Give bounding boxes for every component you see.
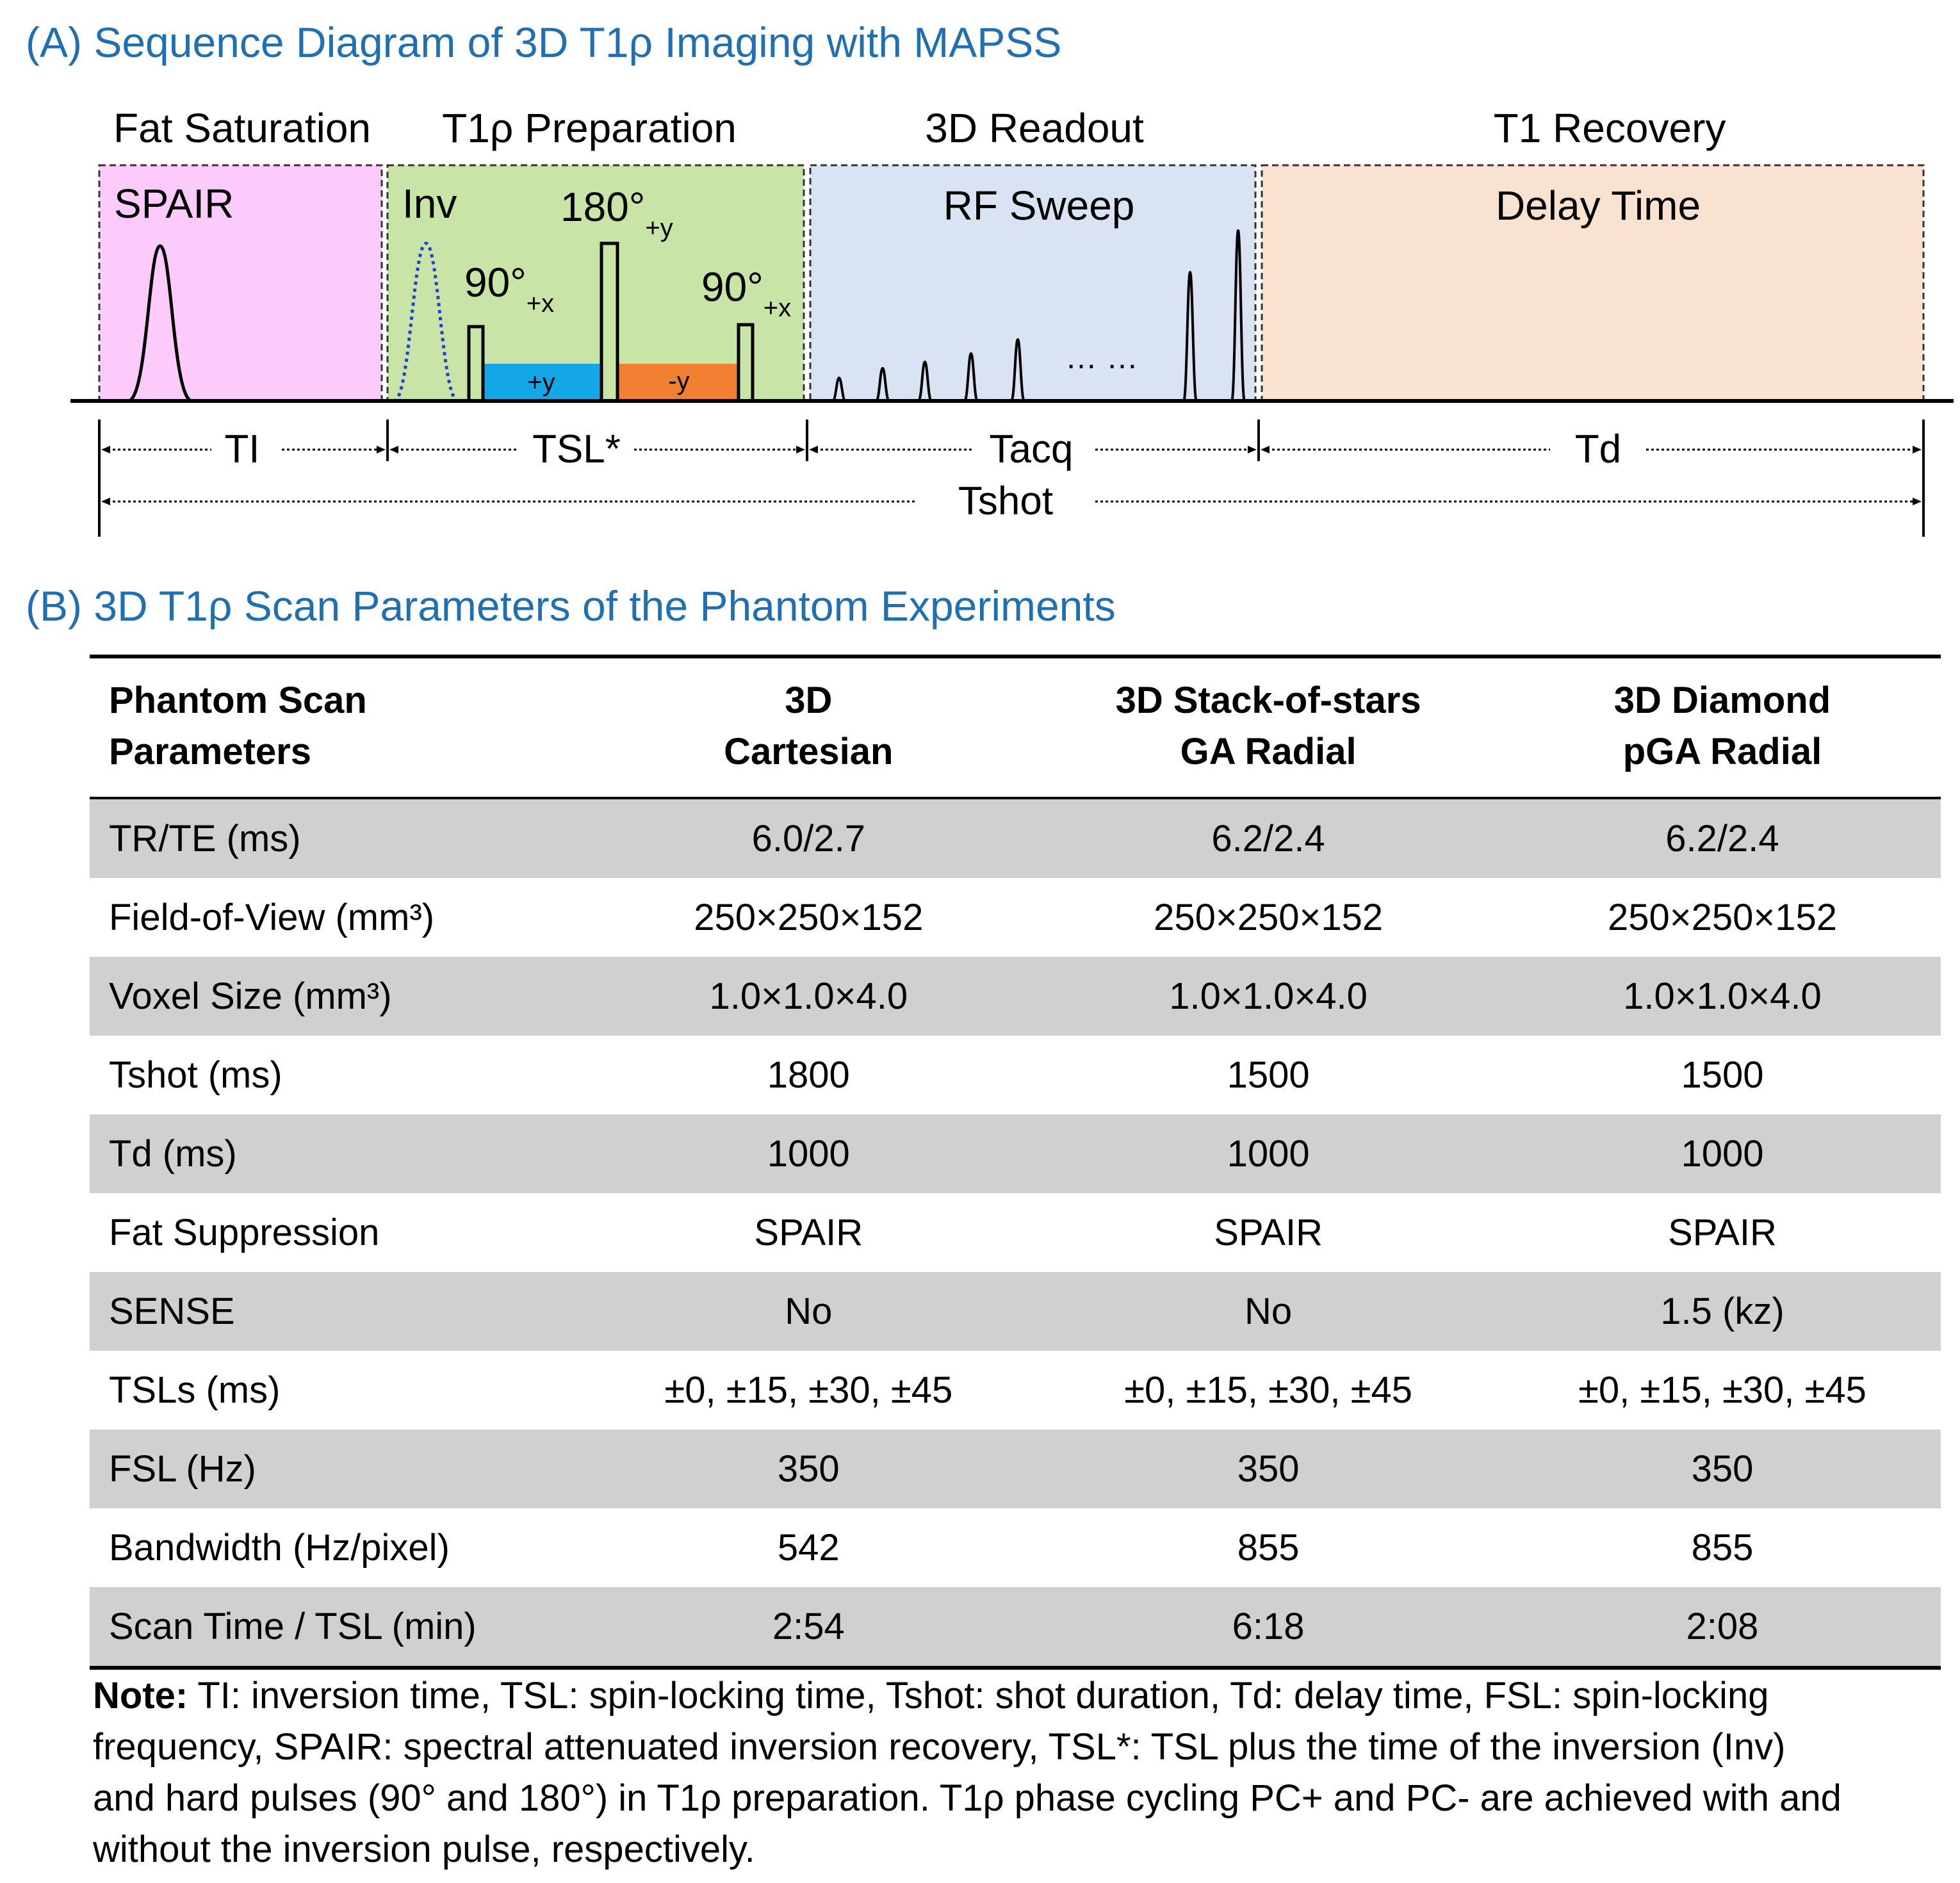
table-cell: 1.5 (kz) xyxy=(1504,1272,1941,1351)
table-cell: 6.2/2.4 xyxy=(1033,798,1504,878)
table-cell: 1000 xyxy=(584,1114,1033,1193)
row-label: Voxel Size (mm³) xyxy=(90,957,584,1036)
table-cell: 6.2/2.4 xyxy=(1504,798,1941,878)
phase-t1rho-preparation: T1ρ Preparation xyxy=(442,105,737,151)
table-cell: 1.0×1.0×4.0 xyxy=(1504,957,1941,1036)
row-label: Scan Time / TSL (min) xyxy=(90,1587,584,1668)
row-label: Tshot (ms) xyxy=(109,1054,282,1096)
table-row xyxy=(90,1430,1941,1508)
table-cell: 250×250×152 xyxy=(694,897,924,938)
table-note xyxy=(93,1670,1912,1875)
header-parameters: Phantom Scan Parameters xyxy=(90,656,584,798)
phase-fat-saturation: Fat Saturation xyxy=(113,105,371,151)
section-b-title: (B) 3D T1ρ Scan Parameters of the Phantom Experiments xyxy=(26,582,1116,630)
table-cell: 6.0/2.7 xyxy=(584,798,1033,878)
note-line-1: Note: TI: inversion time, TSL: spin-locking time, Tshot: shot duration, Td: delay time, FSL: spin-locking xyxy=(93,1675,1769,1716)
header-stack-of-stars: 3D Stack-of-stars GA Radial xyxy=(1033,656,1504,798)
table-row xyxy=(90,1587,1941,1668)
table-cell: 1800 xyxy=(767,1054,850,1096)
header-diamond: 3D Diamond pGA Radial xyxy=(1504,656,1941,798)
table-cell: 1000 xyxy=(1504,1114,1941,1193)
note-line-2: frequency, SPAIR: spectral attenuated inversion recovery, TSL*: TSL plus the time of the inversion (Inv) xyxy=(93,1726,1786,1768)
timing-tshot: Tshot xyxy=(958,479,1054,523)
timing-tacq: Tacq xyxy=(989,427,1074,471)
phase-3d-readout: 3D Readout xyxy=(925,105,1144,151)
note-line-4: without the inversion pulse, respectively. xyxy=(93,1829,755,1870)
table-cell: 6:18 xyxy=(1033,1587,1504,1668)
sequence-diagram xyxy=(0,0,1960,551)
table-cell: No xyxy=(584,1272,1033,1351)
table-cell: ±0, ±15, ±30, ±45 xyxy=(1578,1369,1866,1411)
row-label: Bandwidth (Hz/pixel) xyxy=(109,1527,450,1569)
table-cell: 2:08 xyxy=(1504,1587,1941,1668)
pulse-90-second-label: $90^\circ_{+x}$ xyxy=(701,264,792,322)
table-cell: 250×250×152 xyxy=(1154,897,1384,938)
table-row xyxy=(90,1272,1941,1351)
header-cartesian: 3D Cartesian xyxy=(584,656,1033,798)
rf-sweep-label: RF Sweep xyxy=(943,183,1135,229)
table-cell: 1000 xyxy=(1033,1114,1504,1193)
rf-sweep-ellipsis: … … xyxy=(1065,339,1138,375)
table-cell: ±0, ±15, ±30, ±45 xyxy=(1124,1369,1412,1411)
row-label: SENSE xyxy=(90,1272,584,1351)
table-row xyxy=(90,878,1941,957)
timing-ti: TI xyxy=(224,427,260,471)
row-label: FSL (Hz) xyxy=(90,1430,584,1508)
table-row xyxy=(90,1036,1941,1114)
table-cell: 542 xyxy=(777,1527,840,1569)
table-row xyxy=(90,1508,1941,1587)
row-label: Field-of-View (mm³) xyxy=(109,897,435,938)
table-row xyxy=(90,798,1941,878)
table-cell: 1.0×1.0×4.0 xyxy=(584,957,1033,1036)
table-cell: 250×250×152 xyxy=(1607,897,1837,938)
table-header-row xyxy=(90,656,1941,798)
table-row xyxy=(90,957,1941,1036)
timing-td: Td xyxy=(1574,427,1622,471)
table-cell: 350 xyxy=(584,1430,1033,1508)
table-cell: SPAIR xyxy=(1214,1212,1323,1253)
phase-t1-recovery: T1 Recovery xyxy=(1493,105,1726,151)
row-label: Td (ms) xyxy=(90,1114,584,1193)
scan-parameters-table xyxy=(90,655,1941,1670)
spinlock-negative-label: -y xyxy=(668,367,690,395)
table-cell: 855 xyxy=(1237,1527,1300,1569)
row-label: Fat Suppression xyxy=(109,1212,380,1253)
note-label: Note: xyxy=(93,1675,188,1716)
table-cell: SPAIR xyxy=(754,1212,863,1253)
row-label: TSLs (ms) xyxy=(109,1369,281,1411)
table-cell: 855 xyxy=(1691,1527,1754,1569)
spair-label: SPAIR xyxy=(114,181,234,227)
delay-time-label: Delay Time xyxy=(1495,183,1701,229)
table-cell: 350 xyxy=(1033,1430,1504,1508)
table-row xyxy=(90,1351,1941,1430)
table-row xyxy=(90,1114,1941,1193)
section-a-title: (A) Sequence Diagram of 3D T1ρ Imaging with MAPSS xyxy=(26,19,1062,66)
pulse-180-label: $180^\circ_{+y}$ xyxy=(560,184,673,242)
table-cell: No xyxy=(1033,1272,1504,1351)
table-cell: 1500 xyxy=(1227,1054,1310,1096)
timing-tsl-star: TSL* xyxy=(532,427,621,471)
note-line-3: and hard pulses (90° and 180°) in T1ρ preparation. T1ρ phase cycling PC+ and PC- are achieved with and xyxy=(93,1777,1842,1819)
table-cell: 1.0×1.0×4.0 xyxy=(1033,957,1504,1036)
table-cell: 350 xyxy=(1504,1430,1941,1508)
inv-label: Inv xyxy=(402,181,457,227)
table-cell: SPAIR xyxy=(1668,1212,1777,1253)
spinlock-positive-label: +y xyxy=(527,368,555,396)
table-cell: 1500 xyxy=(1681,1054,1764,1096)
table-row xyxy=(90,1193,1941,1272)
table-cell: 2:54 xyxy=(584,1587,1033,1668)
row-label: TR/TE (ms) xyxy=(90,798,584,878)
table-cell: ±0, ±15, ±30, ±45 xyxy=(664,1369,953,1411)
pulse-90-first-label: $90^\circ_{+x}$ xyxy=(464,259,555,318)
